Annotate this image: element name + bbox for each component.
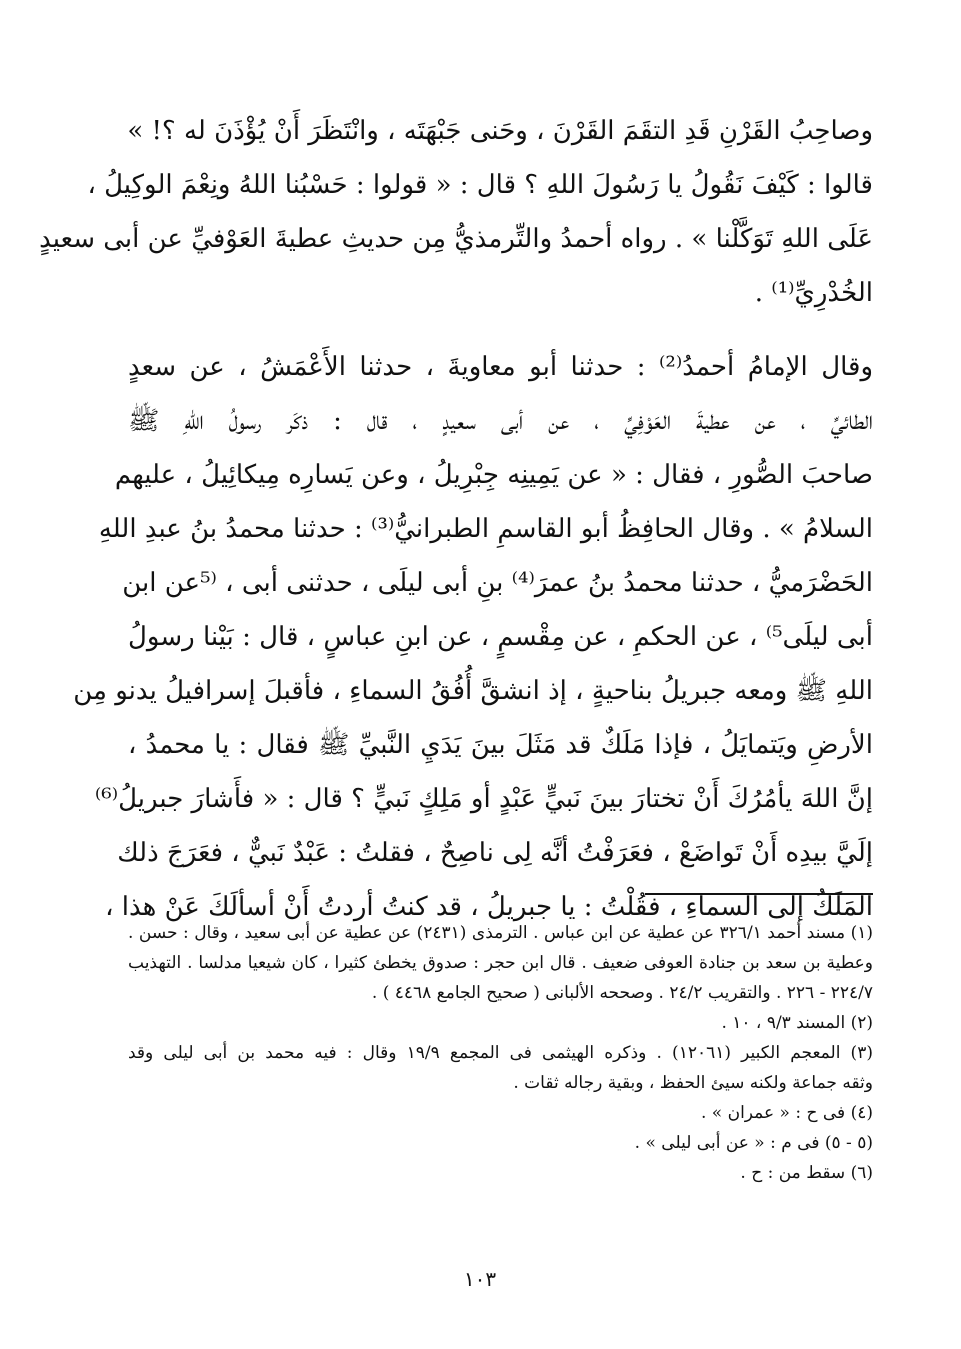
text-line: الأرضِ ويَتمايَلُ ، فإذا مَلَكٌ قد مَثَلَ بينَ يَدَيِ النَّبيِّ ﷺ فقال : يا محمدُ ،: [128, 730, 873, 760]
paragraph-gap: [128, 320, 873, 340]
text-line: قالوا : كَيْفَ نَقُولُ يا رَسُولَ اللهِ ؟ قال : « قولوا : حَسْبُنا اللهُ ونِعْمَ الوكِيلُ ،: [87, 170, 873, 200]
text-line: الطائيِّ ، عن عطيةَ العَوْفِيِّ ، عن أبى سعيدٍ ، قال : ذكَر رسولُ اللهِ ﷺ: [128, 406, 873, 436]
footnote-line: وعطية بن سعد بن جنادة العوفى ضعيف . قال ابن حجر : صدوق يخطئ كثيرا ، كان شيعيا مدلسا . التهذيب: [128, 953, 873, 973]
footnote-line: وثقه جماعة ولكنه سيئ الحفظ ، وبقية رجاله ثقات .: [513, 1073, 873, 1093]
footnote-line: (٤) فى ح : « عمران » .: [700, 1103, 873, 1123]
footnote-separator: [645, 893, 873, 895]
text-line: أبى ليلَى⁵⁾ ، عن الحكمِ ، عن مِقْسمٍ ، عن ابنِ عباسٍ ، قال : بَيْنا رسولُ: [128, 622, 873, 652]
text-line: عَلَى اللهِ تَوَكَّلْنا » . رواه أحمدُ والتِّرمذيُّ مِن حديثِ عطيةَ العَوْفيِّ عن أبى سعيدٍ: [39, 224, 873, 254]
text-line: السلامُ » . وقال الحافِظُ أبو القاسمِ الطبرانيُّ⁽³⁾ : حدثنا محمدُ بنُ عبدِ اللهِ: [98, 514, 873, 544]
page-number: ١٠٣: [463, 1267, 497, 1291]
text-line: إنَّ اللهَ يأمُرُكَ أَنْ تختارَ بينَ نَبيٍّ عَبْدٍ أو مَلِكٍ نَبيٍّ ؟ قال : « فأَشارَ جبريلُ⁽⁶⁾: [94, 784, 873, 814]
text-line: وصاحِبُ القَرْنِ قَدِ التقَمَ القَرْنَ ، وحَنى جَبْهَتَه ، وانْتَظَرَ أَنْ يُؤْذَنَ له ؟! »: [127, 116, 873, 146]
text-line: اللهِ ﷺ ومعه جبريلُ بناحيةٍ ، إذ انشقَّ أُفُقُ السماءِ ، فأقبلَ إسرافيلُ يدنو مِن: [73, 676, 873, 706]
text-line: الحَضْرَميُّ ، حدثنا محمدُ بنُ عمرَ⁽⁴⁾ بنِ أبى ليلَى ، حدثنى أبى ، ⁽⁵عن ابن: [122, 568, 873, 598]
footnote-line: (١) مسند أحمد ٣٢٦/١ عن عطية عن ابن عباس . الترمذى (٢٤٣١) عن عطية عن أبى سعيد ، وقال : حسن .: [128, 923, 873, 943]
text-line: إلَيَّ بيدِه أَنْ تَواضَعْ ، فعَرَفْتُ أنَّه لِى ناصِحٌ ، فقلتُ : عَبْدٌ نَبيٌّ ، فعَرَجَ ذلك: [117, 838, 873, 868]
footnote-line: (٥ - ٥) فى م : « عن أبى ليلى » .: [634, 1133, 873, 1153]
text-line: صاحبَ الصُّورِ ، فقال : « عن يَمِينِه جِبْرِيلُ ، وعن يَسارِه مِيكائِيلُ ، عليهم: [114, 460, 873, 490]
main-text: [39, 104, 873, 934]
footnote-line: (٣) المعجم الكبير (١٢٠٦١) . وذكره الهيثمى فى المجمع ١٩/٩ وقال : فيه محمد بن أبى ليلى وقد: [128, 1043, 873, 1063]
text-line: المَلَكُ إلى السماءِ ، فقُلْتُ : يا جبريلُ ، قد كنتُ أردتُ أَنْ أسألَكَ عَنْ هذا ،: [105, 892, 873, 922]
text-line: الخُدْرِيِّ⁽¹⁾ .: [754, 278, 873, 308]
footnotes: [128, 918, 873, 1188]
footnote-line: ٢٢٤/٧ - ٢٢٦ . والتقريب ٢٤/٢ . وصححه الألبانى ( صحيح الجامع ٤٤٦٨ ) .: [371, 983, 873, 1003]
text-line: وقال الإمامُ أحمدُ⁽²⁾ : حدثنا أبو معاويةَ ، حدثنا الأَعْمَشُ ، عن سعدٍ: [128, 352, 873, 382]
footnote-line: (٦) سقط من : ح .: [740, 1163, 873, 1183]
footnote-line: (٢) المسند ٩/٣ ، ١٠ .: [721, 1013, 873, 1033]
